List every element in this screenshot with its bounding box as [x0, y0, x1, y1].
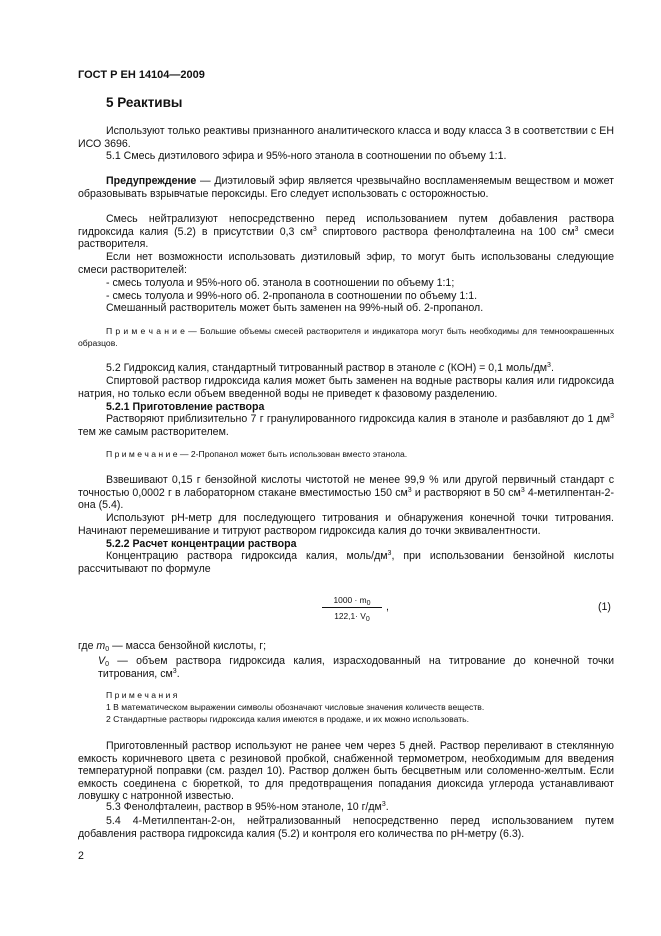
- formula-comma: ,: [386, 601, 389, 613]
- alternative-solvents-paragraph: Если нет возможности использовать диэтиловый эфир, то могут быть использованы следующие смеси растворителей:: [78, 251, 614, 276]
- note-item-2: 2 Стандартные растворы гидроксида калия имеются в продаже, и их можно использовать.: [106, 714, 469, 724]
- note-1: П р и м е ч а н и е — Большие объемы смесей растворителя и индикатора могут быть необходимы для темноокрашенных образцов.: [78, 326, 615, 348]
- mixed-solvent-paragraph: Смешанный растворитель может быть заменен на 99%-ный об. 2-пропанол.: [106, 302, 484, 314]
- titration-paragraph: Используют pH-метр для последующего титрования и обнаружения конечной точки титрования. Начинают перемешивание и титруют раствором гидроксида калия до точки эквивалентности.: [78, 512, 614, 537]
- neutralization-paragraph: Смесь нейтрализуют непосредственно перед использованием путем добавления раствора гидроксида калия (5.2) в присутствии 0,3 $см^3$ спиртового раствора фенолфталеина на 100 $см^3$ смеси растворителя.: [78, 213, 614, 251]
- notes-heading: П р и м е ч а н и я: [106, 690, 178, 700]
- subsection-5-2-1: 5.2.1 Приготовление раствора: [106, 401, 265, 413]
- item-5-4: 5.4 4-Метилпентан-2-он, нейтрализованный непосредственно перед использованием путем добавления раствора гидроксида калия (5.2) и контроля его количества по pH-метру (6.3).: [78, 815, 614, 840]
- formula-fraction: [322, 595, 382, 621]
- preparation-paragraph: Растворяют приблизительно 7 г гранулированного гидроксида калия в этаноле и разбавляют до 1 $дм^3$ тем же самым растворителем.: [78, 413, 614, 438]
- concentration-paragraph: Концентрацию раствора гидроксида калия, моль/$дм^3$, при использовании бензойной кислоты рассчитывают по формуле: [78, 550, 614, 575]
- note-item-1: 1 В математическом выражении символы обозначают числовые значения количеств веществ.: [106, 702, 485, 712]
- list-item: - смесь толуола и 99%-ного об. 2-пропанола в соотношении по объему 1:1.: [78, 290, 614, 303]
- document-header: ГОСТ Р ЕН 14104—2009: [78, 69, 205, 81]
- warning-paragraph: Предупреждение — Диэтиловый эфир является чрезвычайно воспламеняемым веществом и может образовывать взрывчатые пероксиды. Его следует использовать с осторожностью.: [78, 175, 614, 200]
- solvent-list: [78, 277, 614, 302]
- warning-label: Предупреждение: [106, 175, 197, 187]
- intro-paragraph: Используют только реактивы признанного аналитического класса и воду класса 3 в соответствии с ЕН ИСО 3696.: [78, 125, 614, 150]
- where-v0: $V_0$ — объем раствора гидроксида калия, израсходованный на титрование до конечной точки титрования, $см^3$.: [98, 655, 614, 680]
- item-5-2: 5.2 Гидроксид калия, стандартный титрованный раствор в этаноле c (КОН) = 0,1 моль/$дм^3$.: [106, 362, 554, 374]
- section-title: 5 Реактивы: [106, 95, 183, 110]
- subsection-5-2-2: 5.2.2 Расчет концентрации раствора: [106, 538, 297, 550]
- where-m0: где $m_0$ — масса бензойной кислоты, г;: [78, 640, 267, 653]
- formula-number: (1): [598, 601, 611, 613]
- item-5-1: 5.1 Смесь диэтилового эфира и 95%-ного этанола в соотношении по объему 1:1.: [106, 150, 507, 162]
- note-2: П р и м е ч а н и е — 2-Пропанол может быть использован вместо этанола.: [106, 449, 408, 459]
- storage-paragraph: Приготовленный раствор используют не ранее чем через 5 дней. Раствор переливают в стеклянную емкость коричневого цвета с резиновой пробкой, снабженной термометром, необходимым для введения температурной поправки (см. раздел 10). Раствор должен быть бесцветным или соломенно-желтым. Если емкость соединена с бюреткой, то для предотвращения попадания диоксида углерода устанавливают ловушку с натронной известью.: [78, 740, 614, 803]
- formula-denominator: $122,1\cdot V_0$: [334, 611, 370, 623]
- page-number: 2: [78, 850, 84, 862]
- formula-numerator: $1000 \cdot m_0$: [322, 595, 382, 608]
- item-5-3: 5.3 Фенолфталеин, раствор в 95%-ном этаноле, 10 $г/дм^3$.: [106, 801, 389, 813]
- weighing-paragraph: Взвешивают 0,15 г бензойной кислоты чистотой не менее 99,9 % или другой первичный стандарт с точностью 0,0002 г в лабораторном стакане вместимостью 150 $см^3$ и растворяют в 50 $см^3$ 4-метилпентан-2-она (5.4).: [78, 474, 614, 512]
- aqueous-substitute-paragraph: Спиртовой раствор гидроксида калия может быть заменен на водные растворы калия или гидроксида натрия, но только если объем введенной воды не приведет к фазовому разделению.: [78, 375, 614, 400]
- list-item: - смесь толуола и 95%-ного об. этанола в соотношении по объему 1:1;: [78, 277, 614, 290]
